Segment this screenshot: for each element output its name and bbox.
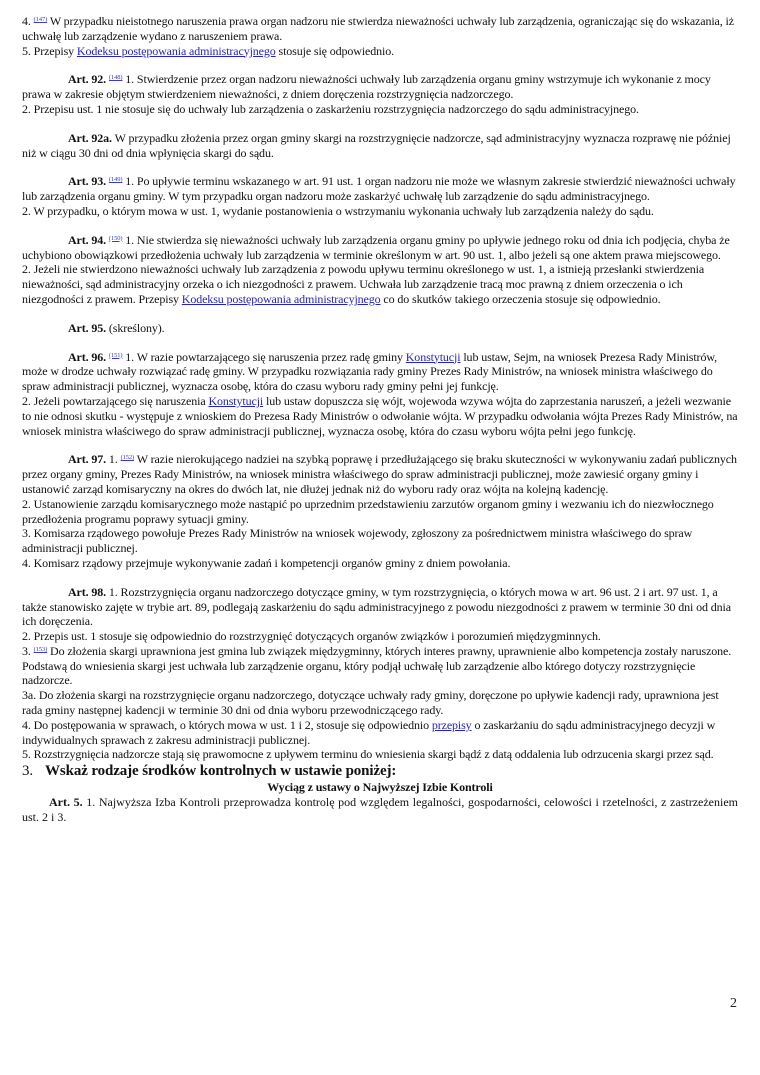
article-label: Art. 96. — [68, 349, 107, 364]
art98-para-2: 2. Przepis ust. 1 stosuje się odpowiednio do rozstrzygnięć dotyczących organów związków i porozumień międzygminnych. — [22, 629, 601, 644]
art94-para-2-text-end: co do skutków takiego orzeczenia stosuje się odpowiednio. — [383, 291, 661, 306]
art96-para-2 — [22, 394, 738, 438]
art92-para-2: 2. Przepisu ust. 1 nie stosuje się do uchwały lub zarządzenia o zaskarżeniu rozstrzygnięcia nadzorczego do sądu administracyjnego. — [22, 101, 639, 116]
art98-para-4-text: 4. Do postępowania w sprawach, o których mowa w ust. 1 i 2, stosuje się odpowiednio — [22, 717, 429, 732]
constitution-link[interactable]: Konstytucji — [405, 349, 461, 364]
art95-para — [22, 321, 738, 336]
question-number: 3. — [22, 763, 34, 780]
art94-para-1 — [22, 233, 738, 263]
art98-para-4 — [22, 718, 738, 748]
footnote-ref[interactable]: (152) — [120, 454, 135, 462]
page-number: 2 — [730, 996, 737, 1011]
nik-art5-text: 1. Najwyższa Izba Kontroli przeprowadza kontrolę pod względem legalności, gospodarności, celowości i rzetelności, z zastrzeżeniem ust. 2 i 3. — [22, 795, 738, 825]
article-label: Art. 93. — [68, 174, 107, 189]
art97-para-2: 2. Ustanowienie zarządu komisarycznego może nastąpić po uprzednim przedstawieniu zarzutów organom gminy i wezwaniu ich do niezwłocznego przedłożenia programu poprawy sytuacji gminy. — [22, 496, 714, 526]
art97-para-1 — [22, 452, 738, 496]
nik-art5-para-1 — [22, 795, 738, 825]
para-number: 3. — [22, 643, 31, 658]
art98-para-1 — [22, 585, 738, 629]
art96-para-1-text: 1. W razie powtarzającego się naruszenia przez radę gminy — [125, 349, 403, 364]
art91-para-5 — [22, 44, 738, 59]
footnote-ref[interactable]: (150) — [108, 234, 123, 242]
article-label: Art. 5. — [49, 795, 83, 810]
article-label: Art. 95. — [68, 320, 107, 335]
footnote-ref[interactable]: (147) — [33, 16, 48, 23]
art98-para-3a: 3a. Do złożenia skargi na rozstrzygnięcie organu nadzorczego, dotyczące uchwały rady gminy, doręczone po upływie kadencji rady, uprawniona jest rada gminy następnej kadencji w terminie 30 dni od dnia wyboru przewodniczącego rady. — [22, 688, 719, 718]
footnote-ref[interactable]: (148) — [108, 74, 123, 82]
art94-para-2 — [22, 262, 738, 306]
art91-para-4-text: W przypadku nieistotnego naruszenia prawa organ nadzoru nie stwierdza nieważności uchwały lub zarządzenia, ograniczając się do wskazania, iż uchwałę lub zarządzenie wydano z naruszeniem prawa. — [22, 14, 734, 43]
art92a-para-1 — [22, 131, 738, 161]
kpa-link[interactable]: Kodeksu postępowania administracyjnego — [181, 291, 381, 306]
question-heading — [22, 762, 738, 780]
art92a-para-1-text: W przypadku złożenia przez organ gminy skargi na rozstrzygnięcie nadzorcze, sąd administracyjny wyznacza rozprawę nie później niż w ciągu 30 dni od dnia wpłynięcia skargi do sądu. — [22, 130, 731, 160]
art94-para-1-text: 1. Nie stwierdza się nieważności uchwały lub zarządzenia organu gminy po upływie jednego roku od dnia ich podjęcia, chyba że uchybiono obowiązkowi przedłożenia uchwały lub zarządzenia w terminie określonym w art. 90 ust. 1, albo jeżeli są one aktem prawa miejscowego. — [22, 232, 730, 262]
article-label: Art. 92. — [68, 72, 107, 87]
art96-para-2-text: 2. Jeżeli powtarzającego się naruszenia — [22, 393, 206, 408]
article-label: Art. 97. — [68, 452, 107, 467]
art95-text: (skreślony). — [108, 320, 165, 335]
art96-para-1-text-end: lub ustaw, Sejm, na wniosek Prezesa Rady Ministrów, może w drodze uchwały rozwiązać radę gminy. W przypadku rozwiązania rady gminy Prezes Rady Ministrów, na wniosek ministra właściwego do spraw administracji publicznej, wyznacza osobę, która do czasu wyboru rady gminy pełni jej funkcję. — [22, 349, 717, 394]
art98-para-3-text: Do złożenia skargi uprawniona jest gmina lub związek międzygminny, których interes prawny, uprawnienie albo kompetencja zostały naruszone. Podstawą do wniesienia skargi jest uchwała lub zarządzenie organu, który podjął uchwałę lub zarządzenie albo którego dotyczy rozstrzygnięcie nadzorcze. — [22, 643, 732, 688]
footnote-ref[interactable]: (149) — [108, 176, 123, 184]
art93-para-2: 2. W przypadku, o którym mowa w ust. 1, wydanie postanowienia o wstrzymaniu wykonania uchwały lub zarządzenia należy do sądu. — [22, 203, 654, 218]
question-text: Wskaż rodzaje środków kontrolnych w ustawie poniżej: — [45, 763, 397, 780]
art94-para-2-text: 2. Jeżeli nie stwierdzono nieważności uchwały lub zarządzenia z powodu upływu terminu określonego w ust. 1, a istnieją przesłanki stwierdzenia nieważności, sąd administracyjny orzeka o ich niezgodności z prawem. Uchwała lub zarządzenie tracą moc prawną z dniem orzeczenia o ich niezgodności z prawem. Przepisy — [22, 262, 705, 306]
art97-para-3: 3. Komisarza rządowego powołuje Prezes Rady Ministrów na wniosek wojewody, zgłoszony za pośrednictwem ministra właściwego do spraw administracji publicznej. — [22, 526, 693, 556]
art91-para-5-text-end: stosuje się odpowiednio. — [278, 43, 394, 58]
art98-para-4-text-end: o zaskarżaniu do sądu administracyjnego decyzji w indywidualnych sprawach z zakresu administracji publicznej. — [22, 717, 716, 747]
art97-para-4: 4. Komisarz rządowy przejmuje wykonywanie zadań i kompetencji organów gminy z dniem powołania. — [22, 555, 511, 570]
art93-para-1-text: 1. Po upływie terminu wskazanego w art. 91 ust. 1 organ nadzoru nie może we własnym zakresie stwierdzić nieważności uchwały lub zarządzenia organu gminy. W tym przypadku organ nadzoru może zaskarżyć uchwałę lub zarządzenie do sądu administracyjnego. — [22, 174, 736, 204]
art91-para-5-text: 5. Przepisy — [22, 43, 75, 58]
art97-para-1-text: W razie nierokującego nadziei na szybką poprawę i przedłużającego się braku skuteczności w wykonywaniu zadań publicznych przez organy gminy, Prezes Rady Ministrów, na wniosek ministra właściwego do spraw administracji publicznej, może zawiesić organy gminy i ustanowić zarząd komisaryczny na okres do dwóch lat, nie dłużej jednak niż do wyboru rady oraz wójta na kolejną kadencję. — [22, 452, 737, 496]
para-number: 4. — [22, 14, 31, 28]
constitution-link[interactable]: Konstytucji — [208, 393, 264, 408]
art98-para-3 — [22, 644, 738, 688]
kpa-link[interactable]: Kodeksu postępowania administracyjnego — [76, 43, 276, 58]
art92-para-1-text: 1. Stwierdzenie przez organ nadzoru nieważności uchwały lub zarządzenia organu gminy wstrzymuje ich wykonanie z mocy prawa w zakresie objętym stwierdzeniem nieważności, z dniem doręczenia rozstrzygnięcia nadzorczego. — [22, 72, 711, 102]
extract-title: Wyciąg z ustawy o Najwyższej Izbie Kontroli — [267, 780, 493, 795]
art98-para-5: 5. Rozstrzygnięcia nadzorcze stają się prawomocne z upływem terminu do wniesienia skargi bądź z datą oddalenia lub odrzucenia skargi przez sąd. — [22, 747, 714, 762]
art96-para-1 — [22, 350, 738, 394]
article-label: Art. 92a. — [68, 130, 112, 145]
art98-para-1-text: 1. Rozstrzygnięcia organu nadzorczego dotyczące gminy, w tym rozstrzygnięcia, o których mowa w art. 96 ust. 2 i art. 97 ust. 1, a także stanowisko zajęte w trybie art. 89, podlegają zaskarżeniu do sądu administracyjnego z powodu niezgodności z prawem w terminie 30 dni od dnia ich doręczenia. — [22, 584, 731, 629]
art96-para-2-text-end: lub ustaw dopuszcza się wójt, wojewoda wzywa wójta do zaprzestania naruszeń, a jeżeli wezwanie to nie odnosi skutku - występuje z wnioskiem do Prezesa Rady Ministrów o odwołanie wójta. W przypadku odwołania wójta Prezes Rady Ministrów, na wniosek ministra właściwego do spraw administracji publicznej, wyznacza osobę, która do czasu wyboru wójta pełni jego funkcję. — [22, 393, 738, 438]
article-label: Art. 98. — [68, 584, 107, 599]
article-label: Art. 94. — [68, 232, 107, 247]
art91-para-4 — [22, 14, 738, 44]
footnote-ref[interactable]: (151) — [108, 351, 123, 359]
art92-para-1 — [22, 72, 738, 102]
para-number: 1. — [108, 452, 118, 467]
document-page — [22, 14, 738, 825]
art93-para-1 — [22, 174, 738, 204]
footnote-ref[interactable]: (153) — [33, 645, 48, 653]
provisions-link[interactable]: przepisy — [431, 717, 472, 732]
